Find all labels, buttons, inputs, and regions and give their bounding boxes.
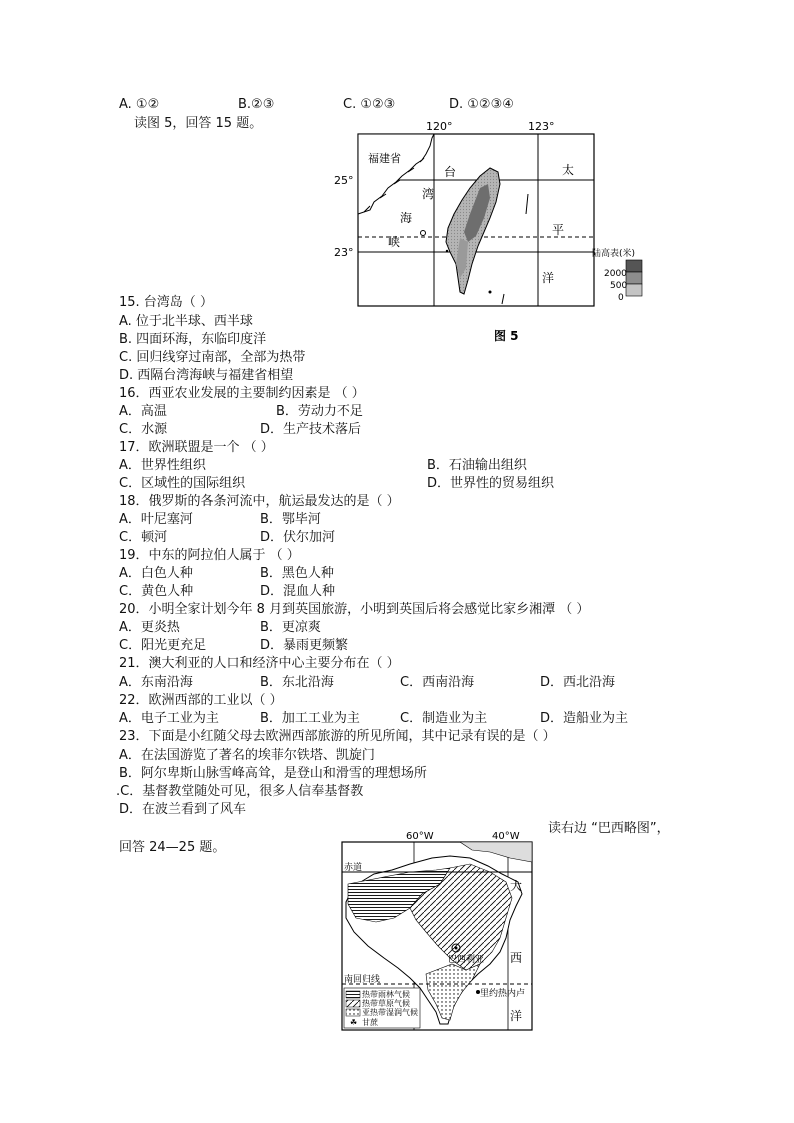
legend-sugarcane: 甘蔗 (362, 1018, 378, 1027)
q16-stem: 16．西亚农业发展的主要制约因素是 （ ） (119, 386, 365, 401)
q18-stem: 18．俄罗斯的各条河流中，航运最发达的是（ ） (119, 494, 400, 509)
svg-text:☘: ☘ (350, 1018, 358, 1027)
q19-stem: 19．中东的阿拉伯人属于 （ ） (119, 548, 300, 563)
brazil-ocean-char-1: 大 (510, 879, 523, 893)
q18-option-a: A．叶尼塞河 (119, 512, 193, 527)
q23-option-b: B．阿尔卑斯山脉雪峰高耸，是登山和滑雪的理想场所 (119, 766, 427, 781)
subtropical-area (426, 964, 480, 1020)
lon-123-label: 123° (528, 120, 555, 133)
q19-option-a: A．白色人种 (119, 566, 193, 581)
q14-option-a: A. ①② (119, 97, 160, 112)
brasilia-label: 巴西利亚 (448, 955, 485, 965)
q17-option-c: C．区域性的国际组织 (119, 476, 246, 491)
q23-option-c: .C．基督教堂随处可见，很多人信奉基督教 (116, 784, 364, 799)
q21-option-b: B．东北沿海 (260, 675, 334, 690)
ocean-char-2: 平 (552, 223, 565, 237)
legend-savanna: 热带草原气候 (362, 999, 410, 1008)
fujian-label: 福建省 (368, 152, 401, 165)
tai-char: 台 (444, 165, 457, 179)
q17-option-d: D．世界性的贸易组织 (427, 476, 555, 491)
hai-char: 海 (400, 211, 413, 225)
brazil-ocean-char-2: 西 (510, 951, 523, 965)
tropic-label: 南回归线 (344, 975, 381, 985)
q23-option-d: D．在波兰看到了风车 (119, 802, 247, 817)
q14-option-d: D. ①②③④ (449, 97, 514, 112)
lon-60w-label: 60°W (406, 831, 434, 842)
q15-option-b: B. 四面环海，东临印度洋 (119, 332, 267, 347)
q16-option-a: A．高温 (119, 404, 167, 419)
legend-rainforest: 热带雨林气候 (362, 990, 410, 999)
rio-label: 里约热内卢 (480, 989, 526, 999)
legend-0: 0 (618, 293, 624, 303)
q23-stem: 23．下面是小红随父母去欧洲西部旅游的所见所闻，其中记录有误的是（ ） (119, 729, 556, 744)
legend-500: 500 (610, 281, 628, 291)
q15-option-a: A. 位于北半球、西半球 (119, 314, 253, 329)
q22-option-a: A．电子工业为主 (119, 711, 219, 726)
q20-option-c: C．阳光更充足 (119, 638, 207, 653)
q18-option-b: B．鄂毕河 (260, 512, 321, 527)
q16-option-c: C．水源 (119, 422, 168, 437)
q19-option-c: C．黄色人种 (119, 584, 194, 599)
q16-option-b: B．劳动力不足 (276, 404, 363, 419)
q22-option-c: C．制造业为主 (400, 711, 488, 726)
taiwan-map (330, 118, 650, 343)
q16-option-d: D．生产技术落后 (260, 422, 362, 437)
lon-40w-label: 40°W (492, 831, 520, 842)
fujian-coast (358, 134, 434, 214)
lat-23-label: 23° (334, 246, 354, 259)
q21-option-a: A．东南沿海 (119, 675, 193, 690)
legend-title: 陆高表(米) (592, 249, 636, 259)
q17-option-a: A．世界性组织 (119, 458, 206, 473)
q21-option-c: C．西南沿海 (400, 675, 475, 690)
brazil-intro-left: 回答 24—25 题。 (119, 840, 226, 855)
equator-label: 赤道 (344, 863, 363, 873)
ocean-char-3: 洋 (542, 271, 555, 285)
q19-option-b: B．黑色人种 (260, 566, 334, 581)
legend-subtropical: 亚热带湿润气候 (362, 1008, 418, 1017)
brazil-map (340, 828, 540, 1034)
q15-option-c: C. 回归线穿过南部，全部为热带 (119, 350, 306, 365)
q15-stem: 15. 台湾岛（ ） (119, 295, 213, 310)
lat-25-label: 25° (334, 174, 354, 187)
q20-option-d: D．暴雨更频繁 (260, 638, 349, 653)
q22-option-d: D．造船业为主 (540, 711, 629, 726)
q15-option-d: D. 西隔台湾海峡与福建省相望 (119, 368, 294, 383)
q14-option-b: B.②③ (238, 97, 275, 112)
fig5-caption: 图 5 (494, 329, 519, 343)
q22-stem: 22．欧洲西部的工业以（ ） (119, 693, 283, 708)
fig5-intro: 读图 5，回答 15 题。 (134, 116, 263, 131)
legend-2000: 2000 (604, 269, 627, 279)
xia-char: 峡 (388, 235, 401, 249)
brazil-intro-right: 读右边 “巴西略图”， (548, 821, 670, 836)
q22-option-b: B．加工工业为主 (260, 711, 360, 726)
brazil-ocean-char-3: 洋 (510, 1009, 523, 1023)
wan-char: 湾 (422, 187, 435, 201)
q19-option-d: D．混血人种 (260, 584, 336, 599)
q20-stem: 20．小明全家计划今年 8 月到英国旅游，小明到英国后将会感觉比家乡湘潭 （ ） (119, 602, 590, 617)
ocean-char-1: 太 (562, 163, 575, 177)
q23-option-a: A．在法国游览了著名的埃菲尔铁塔、凯旋门 (119, 748, 375, 763)
q17-option-b: B．石油输出组织 (427, 458, 527, 473)
q18-option-d: D．伏尔加河 (260, 530, 336, 545)
q17-stem: 17．欧洲联盟是一个 （ ） (119, 440, 274, 455)
lon-120-label: 120° (426, 120, 453, 133)
q18-option-c: C．顿河 (119, 530, 168, 545)
q21-option-d: D．西北沿海 (540, 675, 616, 690)
q20-option-a: A．更炎热 (119, 620, 180, 635)
q21-stem: 21．澳大利亚的人口和经济中心主要分布在（ ） (119, 656, 400, 671)
q20-option-b: B．更凉爽 (260, 620, 321, 635)
q14-option-c: C. ①②③ (343, 97, 396, 112)
